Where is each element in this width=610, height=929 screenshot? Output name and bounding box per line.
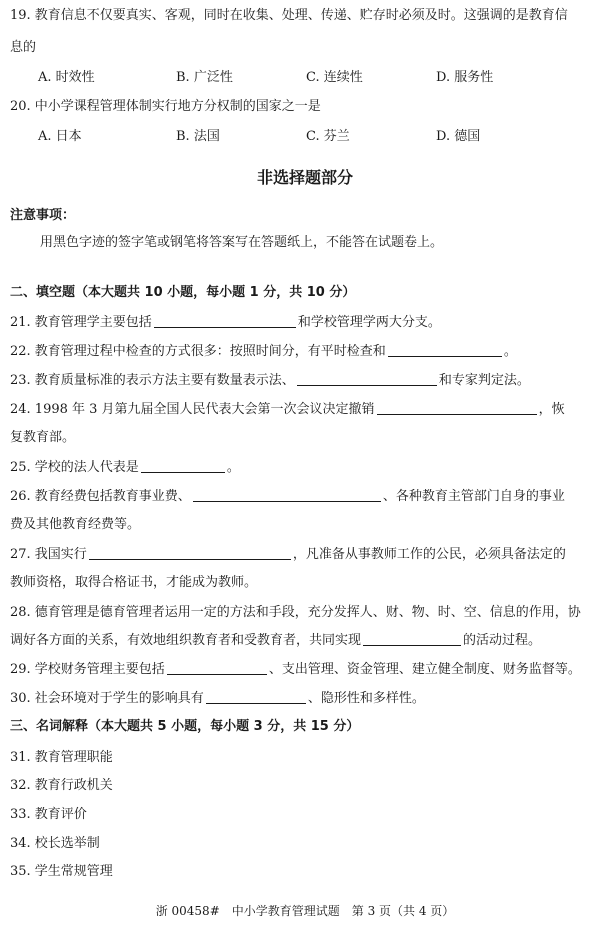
q29 bbox=[10, 662, 581, 678]
q26-line1 bbox=[10, 489, 565, 505]
q22-after: 。 bbox=[503, 344, 517, 359]
q26-line2: 费及其他教育经费等。 bbox=[10, 517, 141, 532]
term-31: 31. 教育管理职能 bbox=[10, 750, 113, 765]
q27-blank bbox=[89, 547, 291, 560]
notice-text: 用黑色字迹的签字笔或钢笔将答案写在答题纸上，不能答在试题卷上。 bbox=[40, 235, 444, 250]
footer-page: 第 3 页（共 4 页） bbox=[351, 904, 455, 918]
q20-options bbox=[38, 129, 578, 145]
q24-line2: 复教育部。 bbox=[10, 430, 76, 445]
q26-blank bbox=[193, 489, 381, 502]
q23-after: 和专家判定法。 bbox=[438, 373, 530, 388]
q29-after: 、支出管理、资金管理、建立健全制度、财务监督等。 bbox=[268, 662, 581, 677]
q30-before: 30. 社会环境对于学生的影响具有 bbox=[10, 691, 204, 706]
q28-line1: 28. 德育管理是德育管理者运用一定的方法和手段，充分发挥人、财、物、时、空、信息的作用，协 bbox=[10, 605, 581, 620]
q25-after: 。 bbox=[226, 460, 240, 475]
q19-option-d: D. 服务性 bbox=[436, 70, 494, 85]
q19-options bbox=[38, 70, 578, 86]
term-35: 35. 学生常规管理 bbox=[10, 864, 113, 879]
q20-option-a: A. 日本 bbox=[38, 129, 82, 144]
q20-option-b: B. 法国 bbox=[176, 129, 220, 144]
q22-blank bbox=[388, 344, 502, 357]
q21-before: 21. 教育管理学主要包括 bbox=[10, 315, 152, 330]
footer-code: 浙 00458# bbox=[155, 904, 220, 918]
q23 bbox=[10, 373, 530, 389]
q21-after: 和学校管理学两大分支。 bbox=[297, 315, 441, 330]
section3-title: 三、名词解释（本大题共 5 小题，每小题 3 分，共 15 分） bbox=[10, 719, 360, 734]
q24-before: 24. 1998 年 3 月第九届全国人民代表大会第一次会议决定撤销 bbox=[10, 402, 375, 417]
q28-after: 的活动过程。 bbox=[463, 633, 542, 648]
q29-blank bbox=[167, 662, 267, 675]
q28-blank bbox=[363, 633, 461, 646]
q19-option-b: B. 广泛性 bbox=[176, 70, 233, 85]
q21 bbox=[10, 315, 441, 331]
q23-blank bbox=[297, 373, 437, 386]
q20-option-d: D. 德国 bbox=[436, 129, 481, 144]
q23-before: 23. 教育质量标准的表示方法主要有数量表示法、 bbox=[10, 373, 295, 388]
q27-after: ，凡准备从事教师工作的公民，必须具备法定的 bbox=[292, 547, 566, 562]
q26-after: 、各种教育主管部门自身的事业 bbox=[382, 489, 565, 504]
q27-before: 27. 我国实行 bbox=[10, 547, 87, 562]
q25 bbox=[10, 460, 240, 476]
section2-title: 二、填空题（本大题共 10 小题，每小题 1 分，共 10 分） bbox=[10, 285, 356, 300]
q30 bbox=[10, 691, 425, 707]
q27-line2: 教师资格，取得合格证书，才能成为教师。 bbox=[10, 575, 258, 590]
footer-subject: 中小学教育管理试题 bbox=[231, 904, 340, 918]
q24-line1 bbox=[10, 402, 565, 418]
q20-line1: 20. 中小学课程管理体制实行地方分权制的国家之一是 bbox=[10, 99, 321, 114]
q27-line1 bbox=[10, 547, 566, 563]
q28-before: 调好各方面的关系，有效地组织教育者和受教育者，共同实现 bbox=[10, 633, 362, 648]
q21-blank bbox=[154, 315, 296, 328]
q25-before: 25. 学校的法人代表是 bbox=[10, 460, 139, 475]
q24-after: ，恢 bbox=[538, 402, 565, 417]
q24-blank bbox=[377, 402, 537, 415]
q20-option-c: C. 芬兰 bbox=[306, 129, 350, 144]
q22 bbox=[10, 344, 517, 360]
q19-line2: 息的 bbox=[10, 40, 37, 55]
q22-before: 22. 教育管理过程中检查的方式很多：按照时间分，有平时检查和 bbox=[10, 344, 386, 359]
q30-blank bbox=[206, 691, 306, 704]
q19-option-c: C. 连续性 bbox=[306, 70, 363, 85]
q30-after: 、隐形性和多样性。 bbox=[307, 691, 425, 706]
term-33: 33. 教育评价 bbox=[10, 807, 87, 822]
nonchoice-title: 非选择题部分 bbox=[256, 168, 353, 187]
q25-blank bbox=[141, 460, 225, 473]
term-34: 34. 校长选举制 bbox=[10, 836, 100, 851]
term-32: 32. 教育行政机关 bbox=[10, 778, 113, 793]
q26-before: 26. 教育经费包括教育事业费、 bbox=[10, 489, 191, 504]
notice-title: 注意事项： bbox=[10, 208, 76, 223]
q19-line1: 19. 教育信息不仅要真实、客观，同时在收集、处理、传递、贮存时必须及时。这强调的是教育信 bbox=[10, 8, 568, 23]
q28-line2 bbox=[10, 633, 541, 649]
q29-before: 29. 学校财务管理主要包括 bbox=[10, 662, 165, 677]
q19-option-a: A. 时效性 bbox=[38, 70, 95, 85]
page-footer bbox=[0, 903, 610, 919]
